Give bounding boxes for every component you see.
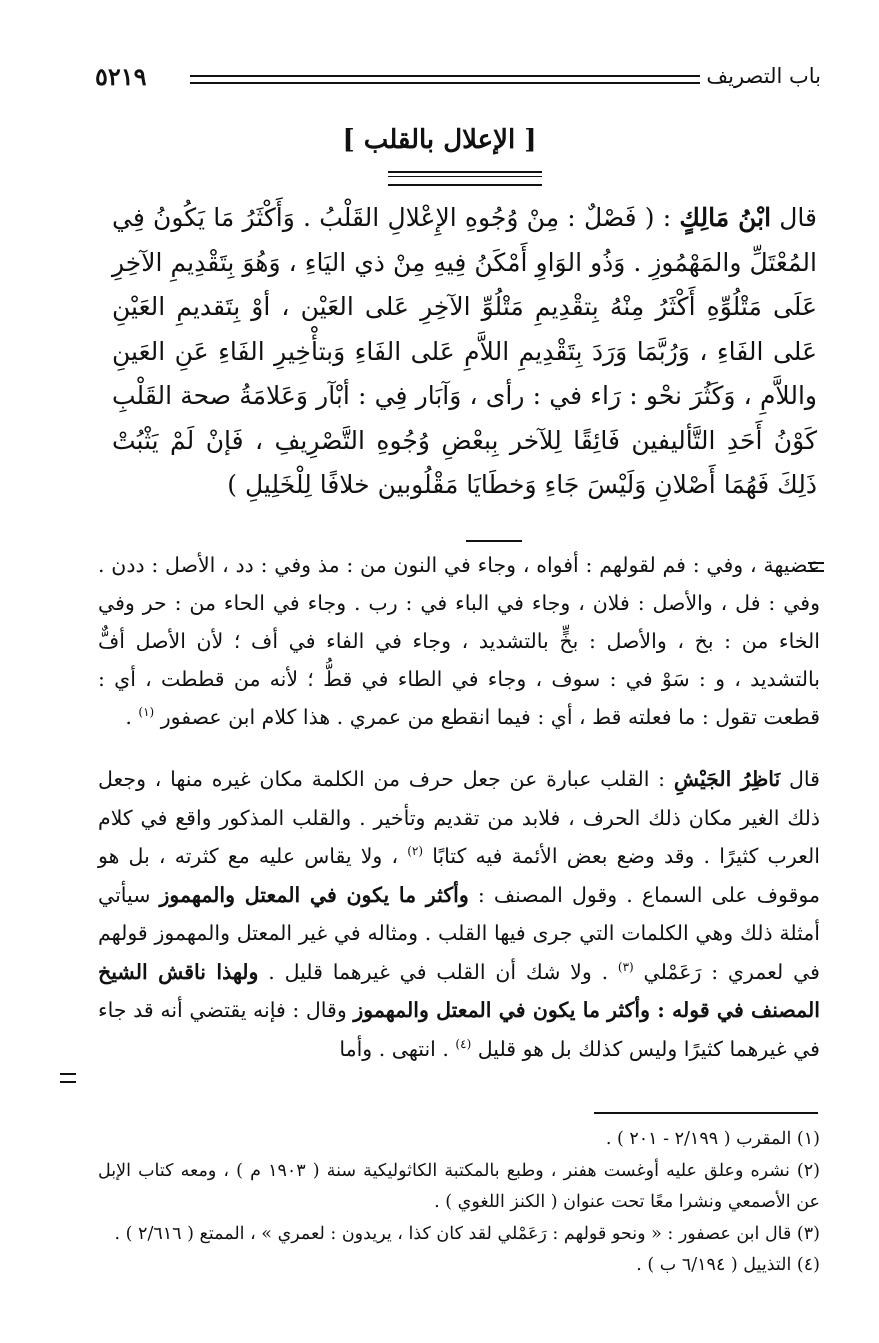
commentary2-text-b: ، ولا يقاس عليه مع كثرته ، بل هو موقوف على السماع . وقول المصنف :: [98, 844, 820, 907]
page-header: [95, 62, 821, 102]
commentary2-text-c: سيأتي أمثلة ذلك وهي الكلمات التي جرى فيها القلب . ومثاله في غير المعتل والمهموز قولهم في لعمري : رَعَمْلي: [98, 882, 820, 984]
footnotes: [98, 1124, 820, 1282]
commentary2-text-a: : القلب عبارة عن جعل حرف من الكلمة مكان غيره منها ، وجعل ذلك الغير مكان ذلك الحرف ، فلابد من تقديم وتأخير . والقلب المذكور واقع في كلام العرب كثيرًا . وقد وضع بعض الأئمة فيه كتابًا: [98, 767, 820, 868]
quote-end-rule: [466, 540, 522, 542]
quote-intro: قال: [779, 203, 817, 232]
quote-text: : ( فَصْلٌ : مِنْ وُجُوهِ الإِعْلالِ القَلْبُ . وَأَكْثَرُ مَا يَكُونُ فِي المُعْتَلِّ والمَهْمُوزِ . وَذُو الوَاوِ أَمْكَنُ فِيهِ مِنْ ذي اليَاءِ ، وَهُوَ بِتَقْدِيمِ الآخِرِ عَلَى مَتْلُوِّهِ أَكْثَرُ مِنْهُ بِتقْدِيمِ مَتْلُوِّ الآخِرِ عَلى العَيْن ، أوْ بِتَقديمِ العَيْنِ عَلى الفَاءِ ، وَرُبَّمَا وَرَدَ بِتَقْدِيمِ اللاَّمِ عَلى الفَاءِ وَبتأْخِيرِ الفَاءِ عَنِ العَينِ واللاَّمِ ، وَكَثُرَ نحْو : رَاء في : رأى ، وَآبَار فِي : أبْآر وَعَلامَةُ صحة القَلْبِ كَوْنُ أَحَدِ التَّأليفين فَائِقًا لِلآخر بِبعْضِ وُجُوهِ التَّصْرِيفِ ، فَإنْ لَمْ يَثْبُتْ ذَلِكَ فَهُمَا أَصْلانِ وَلَيْسَ جَاءِ وَخطَايَا مَقْلُوبين خلافًا لِلْخَلِيلِ ): [112, 203, 817, 499]
title-underline: [388, 171, 542, 186]
commentary2-author: نَاظِرُ الجَيْشِ: [673, 767, 781, 791]
footnote-3: (٣) قال ابن عصفور : « ونحو قولهم : رَعَمْلي لقد كان كذا ، يريدون : لعمري » ، الممتع ( ٢/٦١٦ ) .: [114, 1223, 820, 1244]
continuation-mark-end: [60, 1073, 76, 1083]
section-title: [ الإعلال بالقلب ]: [342, 125, 537, 155]
commentary1-text: عضيهة ، وفي : فم لقولهم : أفواه ، وجاء في النون من : مذ وفي : دد ، الأصل : ددن . وفي : فل ، والأصل : فلان ، وجاء في الباء في : رب . وجاء في الحاء من : حر وفي الخاء من : بخ ، والأصل : بخٍّ بالتشديد ، وجاء في الفاء في أف ؛ لأن الأصل أفٌّ بالتشديد ، و : سَوْ في : سوف ، وجاء في الطاء في قطُّ ؛ لأنه من قططت ، أي : قطعت تقول : ما فعلته قط ، أي : فيما انقطع من عمري . هذا كلام ابن عصفور: [98, 553, 820, 729]
footnote-ref-1[interactable]: (١): [138, 705, 155, 720]
matn-quote: [112, 196, 817, 508]
page-number: ٥٢١٩: [95, 62, 147, 91]
footnote-rule: [594, 1112, 818, 1114]
commentary-nazir-al-jaysh: [98, 760, 820, 1068]
commentary2-intro: قال: [789, 767, 820, 791]
footnote-ref-4[interactable]: (٤): [455, 1036, 472, 1051]
commentary2-bold-b: ولهذا ناقش الشيخ المصنف في قوله : وأكثر ما يكون في المعتل والمهموز: [98, 959, 820, 1022]
quote-author: ابْنُ مَالِكٍ: [679, 203, 772, 232]
running-title: باب التصريف: [706, 64, 821, 88]
commentary2-text-e: وقال : فإنه يقتضي أنه قد جاء في غيرهما كثيرًا وليس كذلك بل هو قليل: [98, 998, 820, 1061]
header-rule: [190, 75, 700, 84]
footnote-4: (٤) التذييل ( ٦/١٩٤ ب ) .: [636, 1255, 820, 1275]
commentary-continued: عضيهة ، وفي : فم لقولهم : أفواه ، وجاء في النون من : مذ وفي : دد ، الأصل : ددن . وفي : فل ، والأصل : فلان ، وجاء في الباء في : رب . وجاء في الحاء من : حر وفي الخاء من : بخ ، والأصل : بخٍّ بالتشديد ، وجاء في الفاء في أف ؛ لأن الأصل أفٌّ بالتشديد ، و : سَوْ في : سوف ، وجاء في الطاء في قطُّ ؛ لأنه من قططت ، أي : قطعت تقول : ما فعلته قط ، أي : فيما انقطع من عمري . هذا كلام ابن عصفور $^{(١)}$ .: [98, 553, 820, 729]
commentary2-text-d: . ولا شك أن القلب في غيرهما قليل .: [268, 959, 609, 984]
commentary2-text-f: . انتهى . وأما: [339, 1036, 449, 1061]
footnote-ref-3[interactable]: (٣): [617, 959, 634, 974]
footnote-1: (١) المقرب ( ٢/١٩٩ - ٢٠١ ) .: [605, 1129, 820, 1149]
footnote-ref-2[interactable]: (٢): [407, 844, 424, 859]
commentary2-bold-a: وأكثر ما يكون في المعتل والمهموز: [159, 882, 469, 907]
footnote-2: (٢) نشره وعلق عليه أوغست هفنر ، وطبع بالمكتبة الكاثوليكية سنة ( ١٩٠٣ م ) ، ومعه كتاب الإبل عن الأصمعي ونشرا معًا تحت عنوان ( الكنز اللغوي ) .: [98, 1160, 820, 1212]
